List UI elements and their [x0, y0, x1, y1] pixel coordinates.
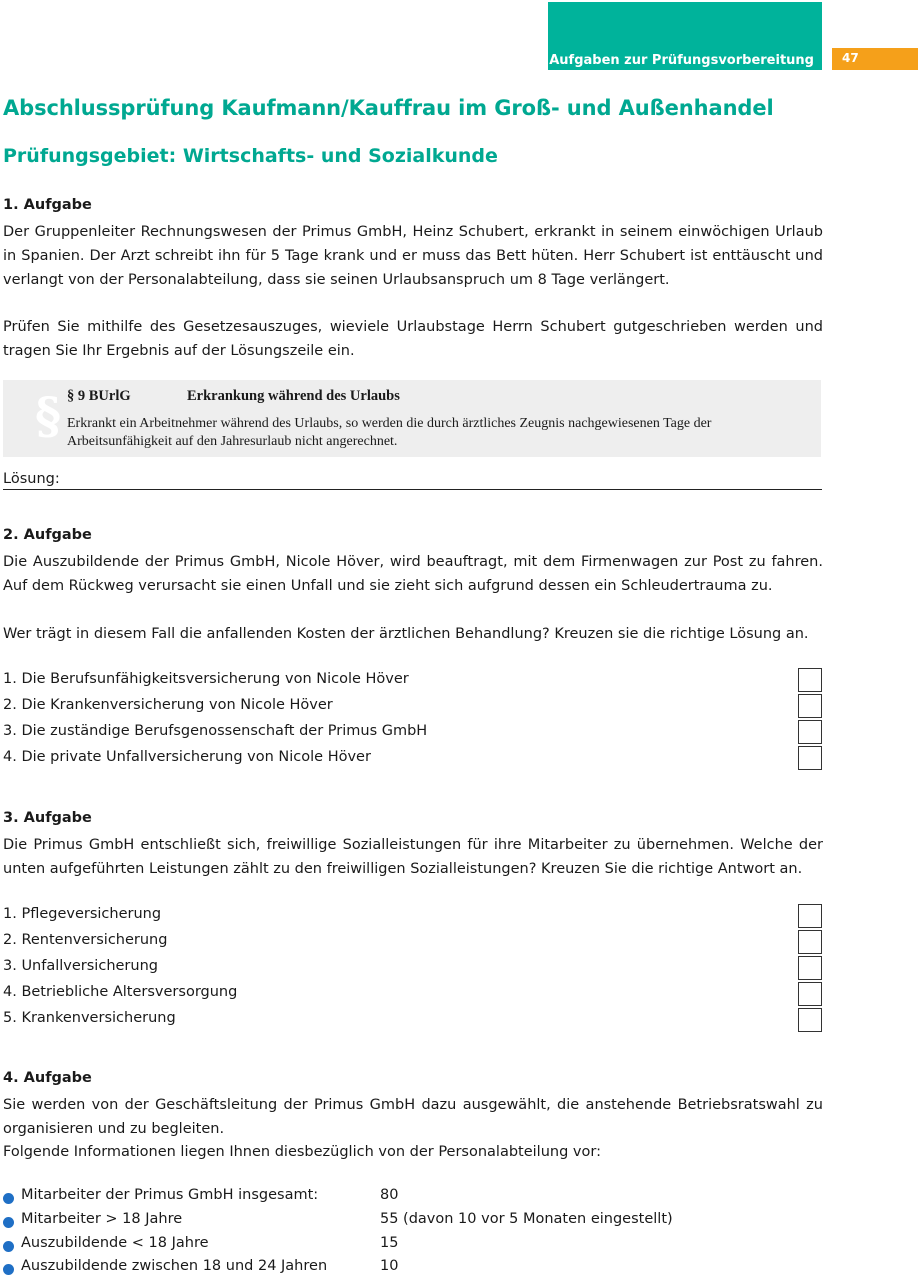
- law-reference: § 9 BUrlG: [67, 388, 131, 404]
- fact-label: Mitarbeiter der Primus GmbH insgesamt:: [21, 1187, 319, 1203]
- solution-line[interactable]: [3, 489, 822, 490]
- page-number: 47: [832, 48, 918, 70]
- page-title: Abschlussprüfung Kaufmann/Kauffrau im Groß- und Außenhandel: [3, 96, 774, 120]
- task1-instruction: Prüfen Sie mithilfe des Gesetzesauszuges, wieviele Urlaubstage Herrn Schubert gutgeschrieben werden und tragen Sie Ihr Ergebnis auf der Lösungszeile ein.: [3, 319, 823, 359]
- task2-text: Die Auszubildende der Primus GmbH, Nicole Höver, wird beauftragt, mit dem Firmenwagen zur Post zu fahren. Auf dem Rückweg verursacht sie einen Unfall und sie zieht sich aufgrund dessen ein Schleudertrauma zu.: [3, 554, 823, 594]
- fact-label: Auszubildende < 18 Jahre: [21, 1235, 209, 1251]
- task2-question: Wer trägt in diesem Fall die anfallenden Kosten der ärztlichen Behandlung? Kreuzen sie die richtige Lösung an.: [3, 626, 809, 642]
- solution-label: Lösung:: [3, 471, 60, 487]
- page-subtitle: Prüfungsgebiet: Wirtschafts- und Sozialkunde: [3, 145, 498, 167]
- task3-text: Die Primus GmbH entschließt sich, freiwillige Sozialleistungen für ihre Mitarbeiter zu übernehmen. Welche der unten aufgeführten Leistungen zählt zu den freiwilligen Sozialleistungen? Kreuzen Sie die richtige Antwort an.: [3, 837, 823, 877]
- task2-checkbox-4[interactable]: [798, 746, 822, 770]
- fact-label: Mitarbeiter > 18 Jahre: [21, 1211, 183, 1227]
- task4-text: Sie werden von der Geschäftsleitung der Primus GmbH dazu ausgewählt, die anstehende Betriebsratswahl zu organisieren und zu begleiten.: [3, 1097, 823, 1137]
- task3-checkbox-1[interactable]: [798, 904, 822, 928]
- bullet-icon: [3, 1264, 14, 1275]
- task2-option: 2. Die Krankenversicherung von Nicole Höver: [3, 697, 333, 713]
- fact-value: 55 (davon 10 vor 5 Monaten eingestellt): [380, 1211, 673, 1227]
- task3-heading: 3. Aufgabe: [3, 810, 92, 826]
- task3-checkbox-4[interactable]: [798, 982, 822, 1006]
- law-excerpt-box: [3, 380, 821, 457]
- bullet-icon: [3, 1217, 14, 1228]
- task3-option: 4. Betriebliche Altersversorgung: [3, 984, 238, 1000]
- paragraph-icon: §: [35, 386, 62, 445]
- task2-checkbox-1[interactable]: [798, 668, 822, 692]
- task3-option: 2. Rentenversicherung: [3, 932, 168, 948]
- task1-heading: 1. Aufgabe: [3, 197, 92, 213]
- task3-checkbox-2[interactable]: [798, 930, 822, 954]
- bullet-icon: [3, 1193, 14, 1204]
- task4-heading: 4. Aufgabe: [3, 1070, 92, 1086]
- task2-option: 3. Die zuständige Berufsgenossenschaft der Primus GmbH: [3, 723, 428, 739]
- law-text: Erkrankt ein Arbeitnehmer während des Urlaubs, so werden die durch ärztliches Zeugnis nachgewiesenen Tage der Arbeitsunfähigkeit auf den Jahresurlaub nicht angerechnet.: [67, 416, 712, 449]
- law-title: Erkrankung während des Urlaubs: [187, 388, 400, 404]
- fact-value: 15: [380, 1235, 399, 1251]
- task3-option: 1. Pflegeversicherung: [3, 906, 162, 922]
- task2-option: 1. Die Berufsunfähigkeitsversicherung von Nicole Höver: [3, 671, 409, 687]
- header-bar: [548, 2, 822, 70]
- task2-option: 4. Die private Unfallversicherung von Nicole Höver: [3, 749, 371, 765]
- task3-checkbox-5[interactable]: [798, 1008, 822, 1032]
- task3-checkbox-3[interactable]: [798, 956, 822, 980]
- task3-option: 5. Krankenversicherung: [3, 1010, 176, 1026]
- fact-label: Auszubildende zwischen 18 und 24 Jahren: [21, 1258, 328, 1274]
- task2-heading: 2. Aufgabe: [3, 527, 92, 543]
- task1-text: Der Gruppenleiter Rechnungswesen der Primus GmbH, Heinz Schubert, erkrankt in seinem einwöchigen Urlaub in Spanien. Der Arzt schreibt ihn für 5 Tage krank und er muss das Bett hüten. Herr Schubert ist enttäuscht und verlangt von der Personalabteilung, dass sie seinen Urlaubsanspruch um 8 Tage verlängert.: [3, 224, 823, 288]
- fact-value: 10: [380, 1258, 399, 1274]
- task3-option: 3. Unfallversicherung: [3, 958, 158, 974]
- fact-value: 80: [380, 1187, 399, 1203]
- bullet-icon: [3, 1241, 14, 1252]
- section-title: Aufgaben zur Prüfungsvorbereitung: [549, 53, 814, 68]
- task2-checkbox-3[interactable]: [798, 720, 822, 744]
- task4-intro: Folgende Informationen liegen Ihnen diesbezüglich von der Personalabteilung vor:: [3, 1144, 601, 1160]
- task2-checkbox-2[interactable]: [798, 694, 822, 718]
